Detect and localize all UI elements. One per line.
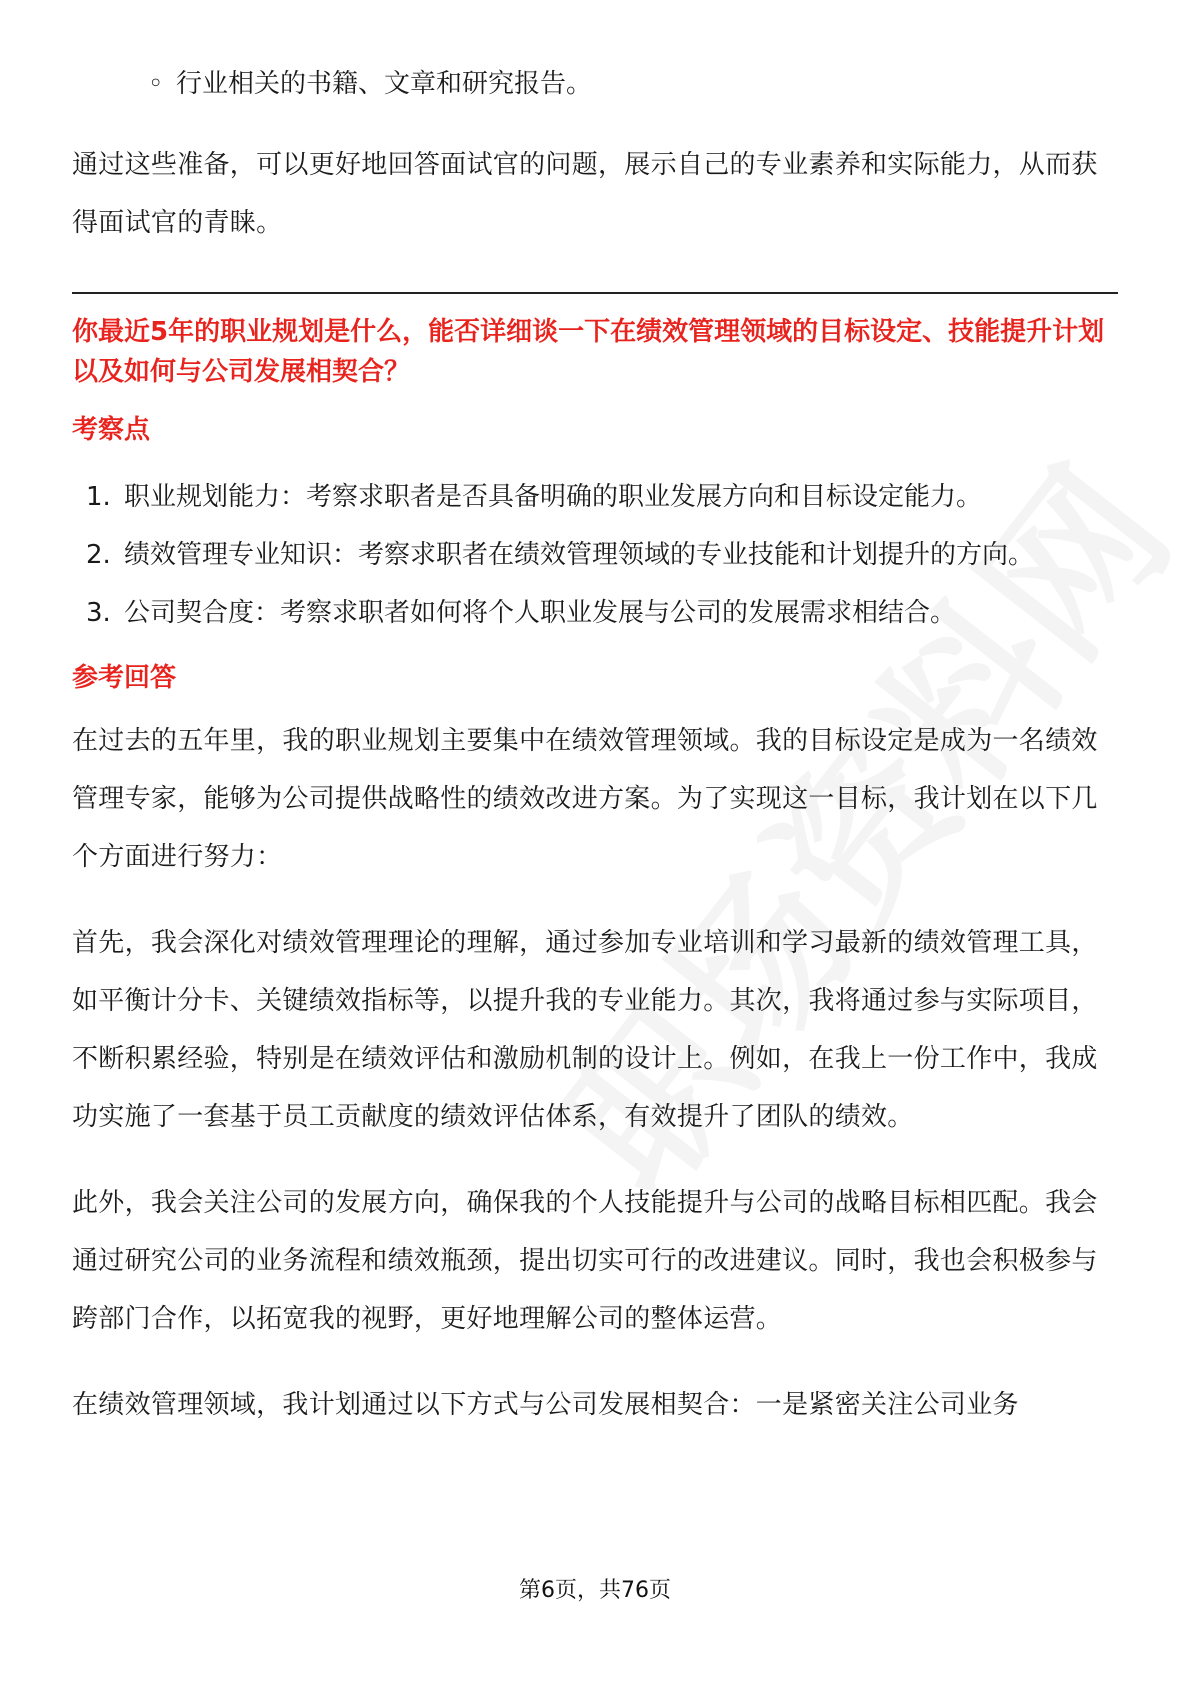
list-number: 1.	[86, 481, 111, 512]
answer-paragraph: 此外，我会关注公司的发展方向，确保我的个人技能提升与公司的战略目标相匹配。我会通过研究公司的业务流程和绩效瓶颈，提出切实可行的改进建议。同时，我也会积极参与跨部门合作，以拓宽我的视野，更好地理解公司的整体运营。	[72, 1187, 1098, 1334]
answer-paragraph: 在绩效管理领域，我计划通过以下方式与公司发展相契合：一是紧密关注公司业务	[72, 1389, 1019, 1420]
list-text: 职业规划能力：考察求职者是否具备明确的职业发展方向和目标设定能力。	[124, 481, 983, 512]
divider	[72, 292, 1118, 294]
list-number: 3.	[86, 597, 111, 628]
list-item	[72, 526, 1118, 584]
reference-answer-title: 参考回答	[72, 662, 177, 693]
exam-points-list	[72, 468, 1118, 642]
list-item	[72, 468, 1118, 526]
page-number: 第6页，共76页	[519, 1578, 671, 1603]
bullet-text: 行业相关的书籍、文章和研究报告。	[176, 69, 593, 99]
list-text: 公司契合度：考察求职者如何将个人职业发展与公司的发展需求相结合。	[124, 597, 957, 628]
question-heading: 你最近5年的职业规划是什么，能否详细谈一下在绩效管理领域的目标设定、技能提升计划以及如何与公司发展相契合？	[72, 316, 1105, 387]
list-text: 绩效管理专业知识：考察求职者在绩效管理领域的专业技能和计划提升的方向。	[124, 539, 1035, 570]
list-item	[72, 584, 1118, 642]
answer-paragraph: 首先，我会深化对绩效管理理论的理解，通过参加专业培训和学习最新的绩效管理工具，如平衡计分卡、关键绩效指标等，以提升我的专业能力。其次，我将通过参与实际项目，不断积累经验，特别是在绩效评估和激励机制的设计上。例如，在我上一份工作中，我成功实施了一套基于员工贡献度的绩效评估体系，有效提升了团队的绩效。	[72, 927, 1098, 1132]
bullet-icon: ◦	[148, 69, 164, 99]
exam-points-title: 考察点	[72, 414, 151, 445]
list-number: 2.	[86, 539, 111, 570]
document-page	[72, 64, 1118, 1434]
answer-paragraph: 在过去的五年里，我的职业规划主要集中在绩效管理领域。我的目标设定是成为一名绩效管理专家，能够为公司提供战略性的绩效改进方案。为了实现这一目标，我计划在以下几个方面进行努力：	[72, 725, 1098, 872]
intro-paragraph: 通过这些准备，可以更好地回答面试官的问题，展示自己的专业素养和实际能力，从而获得面试官的青睐。	[72, 150, 1098, 238]
list-item	[72, 64, 1118, 104]
